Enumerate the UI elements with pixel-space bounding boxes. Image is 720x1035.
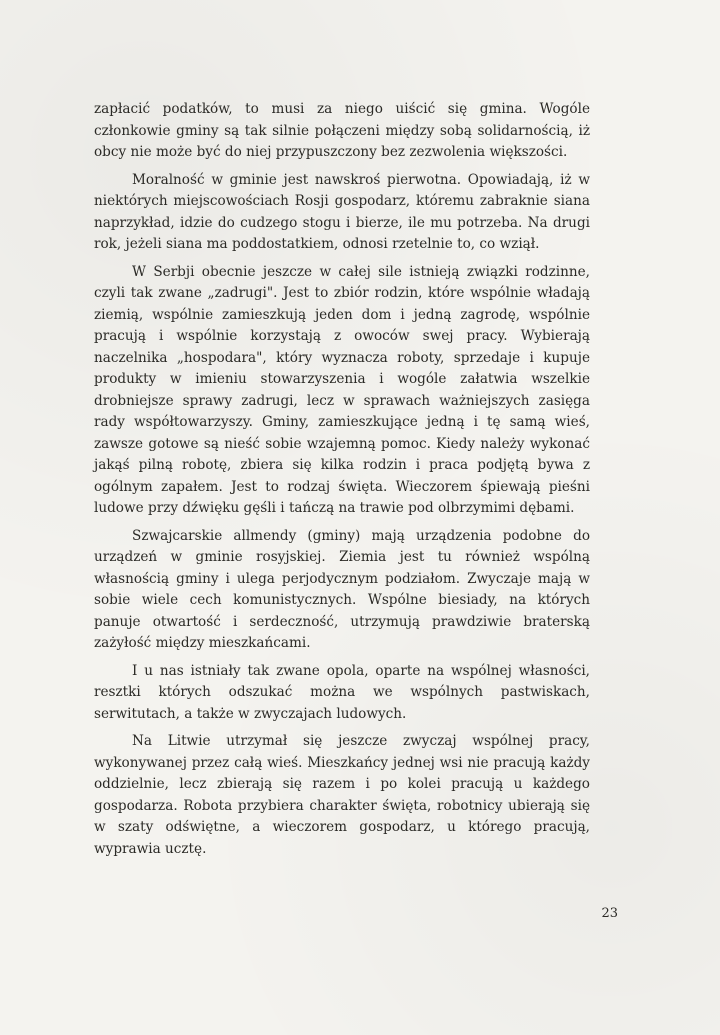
- paragraph-3: W Serbji obecnie jeszcze w całej sile istnieją związki rodzinne, czyli tak zwane „zadrugi". Jest to zbiór rodzin, które wspólnie władają ziemią, wspólnie zamieszkują jeden dom i jedną zagrodę, wspólnie pracują i wspólnie korzystają z owoców swej pracy. Wybierają naczelnika „hospodara", który wyznacza roboty, sprzedaje i kupuje produkty w imieniu stowarzyszenia i wogóle załatwia wszelkie drobniejsze sprawy zadrugi, lecz w sprawach ważniejszych zasięga rady współtowarzyszy. Gminy, zamieszkujące jedną i tę samą wieś, zawsze gotowe są nieść sobie wzajemną pomoc. Kiedy należy wykonać jakąś pilną robotę, zbiera się kilka rodzin i praca podjętą bywa z ogólnym zapałem. Jest to rodzaj święta. Wieczorem śpiewają pieśni ludowe przy dźwięku gęśli i tańczą na trawie pod olbrzymimi dębami.: [94, 263, 590, 516]
- paragraph-4: Szwajcarskie allmendy (gminy) mają urządzenia podobne do urządzeń w gminie rosyjskiej. Ziemia jest tu również wspólną własnością gminy i ulega perjodycznym podziałom. Zwyczaje mają w sobie wiele cech komunistycznych. Wspólne biesiady, na których panuje otwartość i serdeczność, utrzymują prawdziwie braterską zażyłość między mieszkańcami.: [94, 527, 590, 651]
- paragraph-2: Moralność w gminie jest nawskroś pierwotna. Opowiadają, iż w niektórych miejscowościach Rosji gospodarz, któremu zabraknie siana naprzykład, idzie do cudzego stogu i bierze, ile mu potrzeba. Na drugi rok, jeżeli siana ma poddostatkiem, odnosi rzetelnie to, co wziął.: [94, 171, 590, 252]
- paragraph-6: Na Litwie utrzymał się jeszcze zwyczaj wspólnej pracy, wykonywanej przez całą wieś. Mieszkańcy jednej wsi nie pracują każdy oddzielnie, lecz zbierają się razem i po kolei pracują u każdego gospodarza. Robota przybiera charakter święta, robotnicy ubierają się w szaty odświętne, a wieczorem gospodarz, u którego pracują, wyprawia ucztę.: [94, 733, 590, 857]
- paragraph-1: zapłacić podatków, to musi za niego uiścić się gmina. Wogóle członkowie gminy są tak silnie połączeni między sobą solidarnością, iż obcy nie może być do niej przypuszczony bez zezwolenia większości.: [94, 101, 590, 160]
- page-number: 23: [601, 906, 618, 921]
- body-text: [94, 99, 590, 866]
- paragraph-5: I u nas istniały tak zwane opola, oparte na wspólnej własności, resztki których odszukać można we wspólnych pastwiskach, serwitutach, a także w zwyczajach ludowych.: [94, 662, 590, 722]
